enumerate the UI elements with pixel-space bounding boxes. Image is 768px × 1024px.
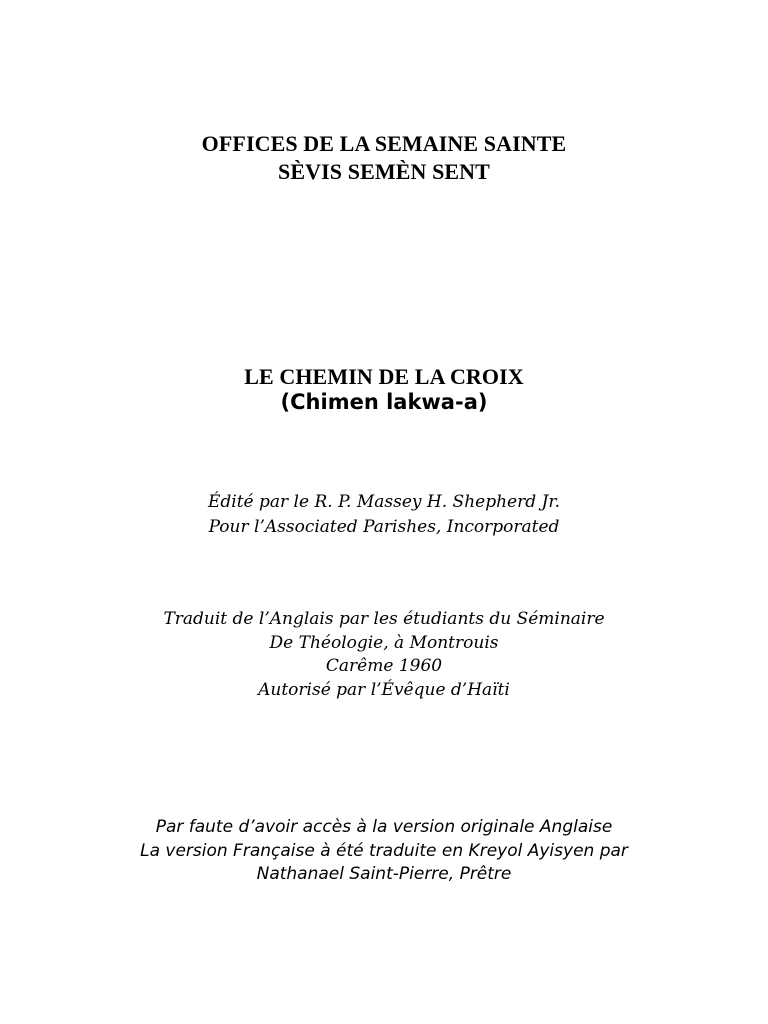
translation-line-1: Traduit de l’Anglais par les étudiants du Séminaire xyxy=(163,609,605,629)
editor-line-2: Pour l’Associated Parishes, Incorporated xyxy=(208,517,560,537)
translation-line-3: Carême 1960 xyxy=(325,656,443,676)
subtitle-line-2: (Chimen lakwa-a) xyxy=(280,390,488,414)
subtitle-line-1: LE CHEMIN DE LA CROIX xyxy=(244,364,524,389)
translation-line-2: De Théologie, à Montrouis xyxy=(269,633,499,653)
editor-line-1: Édité par le R. P. Massey H. Shepherd Jr. xyxy=(207,492,560,512)
title-line-1: OFFICES DE LA SEMAINE SAINTE xyxy=(201,131,567,156)
translation-line-4: Autorisé par l’Évêque d’Haïti xyxy=(258,680,510,700)
title-line-2: SÈVIS SEMÈN SENT xyxy=(278,159,490,184)
note-line-1: Par faute d’avoir accès à la version originale Anglaise xyxy=(155,817,613,837)
note-line-2: La version Française à été traduite en Kreyol Ayisyen par xyxy=(140,841,628,861)
note-line-3: Nathanael Saint-Pierre, Prêtre xyxy=(256,864,512,884)
